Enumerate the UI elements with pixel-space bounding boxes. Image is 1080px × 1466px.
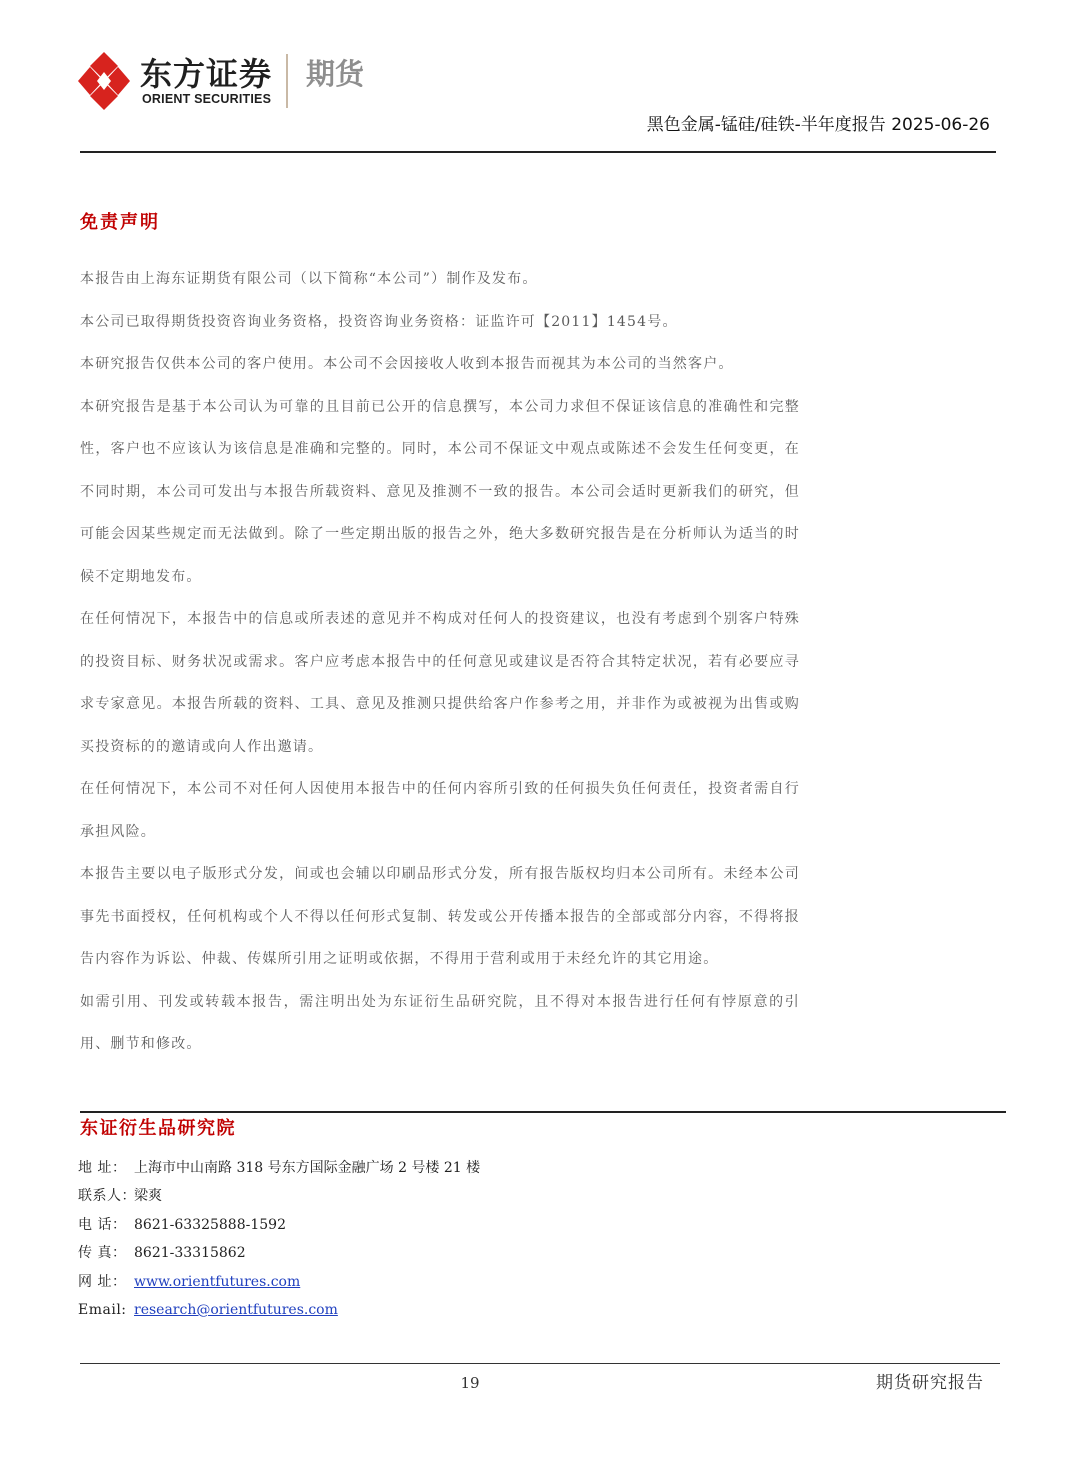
orient-securities-logo-icon — [78, 52, 130, 110]
disclaimer-paragraph: 本报告主要以电子版形式分发，间或也会辅以印刷品形式分发，所有报告版权均归本公司所有。未经本公司事先书面授权，任何机构或个人不得以任何形式复制、转发或公开传播本报告的全部或部分内容，不得将报告内容作为诉讼、仲裁、传媒所引用之证明或依据，不得用于营利或用于未经允许的其它用途。 — [80, 866, 800, 967]
header-divider — [80, 151, 996, 153]
disclaimer-paragraph: 本公司已取得期货投资咨询业务资格，投资咨询业务资格：证监许可【2011】1454号。 — [80, 313, 678, 330]
logo-english-name: ORIENT SECURITIES — [142, 92, 272, 106]
website-row — [78, 1268, 480, 1296]
disclaimer-heading: 免责声明 — [80, 212, 160, 233]
phone-label: 电 话： — [78, 1216, 127, 1233]
disclaimer-paragraph: 在任何情况下，本公司不对任何人因使用本报告中的任何内容所引致的任何损失负任何责任，投资者需自行承担风险。 — [80, 781, 800, 840]
website-label: 网 址： — [78, 1273, 127, 1290]
email-label: Email: — [78, 1301, 127, 1318]
page-header — [0, 0, 1080, 160]
disclaimer-paragraph: 本研究报告仅供本公司的客户使用。本公司不会因接收人收到本报告而视其为本公司的当然客户。 — [80, 356, 734, 372]
contact-person-value: 梁爽 — [134, 1188, 162, 1205]
contact-person-row — [78, 1182, 480, 1210]
email-row — [78, 1296, 480, 1324]
logo-divider — [286, 54, 288, 108]
footer-divider — [80, 1363, 1000, 1364]
disclaimer-paragraph: 如需引用、刊发或转载本报告，需注明出处为东证衍生品研究院，且不得对本报告进行任何有悖原意的引用、删节和修改。 — [80, 993, 800, 1052]
logo-chinese-name: 东方证券 — [140, 55, 273, 93]
fax-label: 传 真： — [78, 1245, 127, 1262]
address-value: 上海市中山南路 318 号东方国际金融广场 2 号楼 21 楼 — [134, 1160, 481, 1176]
logo-subtitle: 期货 — [306, 57, 365, 91]
disclaimer-paragraph: 本研究报告是基于本公司认为可靠的且目前已公开的信息撰写，本公司力求但不保证该信息的准确性和完整性，客户也不应该认为该信息是准确和完整的。同时，本公司不保证文中观点或陈述不会发生任何变更，在不同时期，本公司可发出与本报告所载资料、意见及推测不一致的报告。本公司会适时更新我们的研究，但可能会因某些规定而无法做到。除了一些定期出版的报告之外，绝大多数研究报告是在分析师认为适当的时候不定期地发布。 — [80, 398, 800, 585]
disclaimer-paragraph: 在任何情况下，本报告中的信息或所表述的意见并不构成对任何人的投资建议，也没有考虑到个别客户特殊的投资目标、财务状况或需求。客户应考虑本报告中的任何意见或建议是否符合其特定状况，若有必要应寻求专家意见。本报告所载的资料、工具、意见及推测只提供给客户作参考之用，并非作为或被视为出售或购买投资标的的邀请或向人作出邀请。 — [80, 611, 800, 755]
disclaimer-body — [80, 258, 800, 1066]
institute-divider — [80, 1111, 1006, 1113]
address-label: 地 址： — [78, 1160, 127, 1176]
phone-row — [78, 1211, 480, 1239]
institute-name: 东证衍生品研究院 — [80, 1118, 236, 1139]
disclaimer-paragraph: 本报告由上海东证期货有限公司（以下简称“本公司”）制作及发布。 — [80, 271, 538, 287]
page-number: 19 — [460, 1374, 480, 1392]
contact-block — [78, 1154, 480, 1324]
footer-label: 期货研究报告 — [876, 1373, 984, 1393]
report-title: 黑色金属-锰硅/硅铁-半年度报告 2025-06-26 — [646, 115, 990, 135]
email-link[interactable]: research@orientfutures.com — [134, 1301, 338, 1318]
fax-value: 8621-33315862 — [134, 1245, 246, 1262]
fax-row — [78, 1239, 480, 1267]
address-row — [78, 1154, 480, 1182]
phone-value: 8621-63325888-1592 — [134, 1216, 286, 1233]
contact-person-label: 联系人： — [78, 1188, 136, 1205]
website-link[interactable]: www.orientfutures.com — [134, 1273, 301, 1290]
